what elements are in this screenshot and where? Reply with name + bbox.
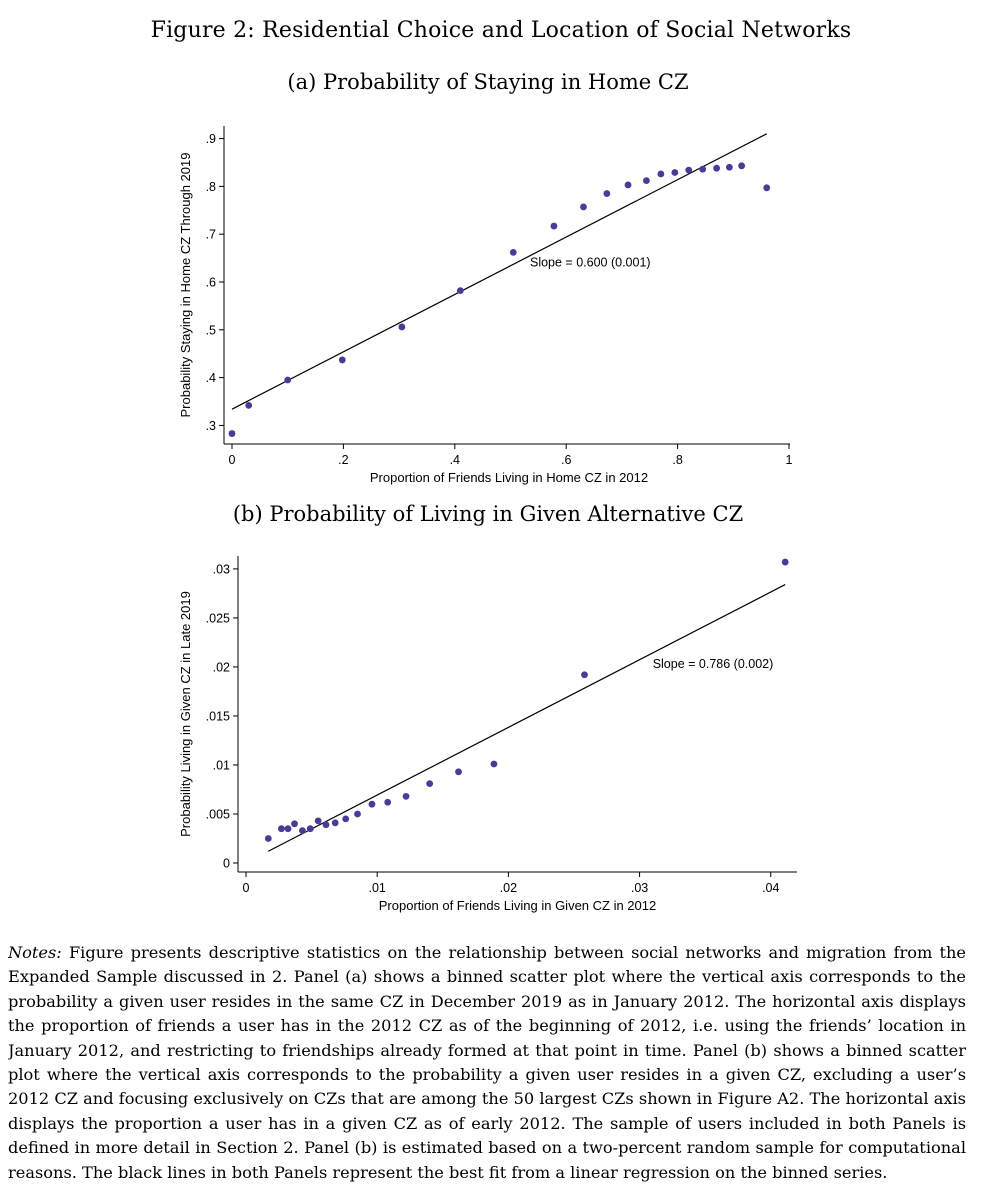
y-tick-label: .03 [212,562,230,577]
x-axis-title: Proportion of Friends Living in Given CZ in 2012 [378,898,657,913]
scatter-point [738,162,745,169]
y-axis-title: Probability Staying in Home CZ Through 2019 [178,152,193,418]
x-tick-label: .03 [630,881,649,895]
scatter-point [625,182,632,189]
y-tick-label: .02 [212,660,230,675]
slope-annotation: Slope = 0.786 (0.002) [652,656,774,671]
notes-label: Notes: [8,943,62,962]
x-tick-label: .04 [762,881,780,895]
scatter-point [323,821,330,828]
scatter-point [510,249,517,256]
y-tick-label: .3 [205,418,216,433]
figure-title: Figure 2: Residential Choice and Location of Social Networks [150,18,852,43]
scatter-point [384,799,391,806]
scatter-point [315,817,322,824]
y-tick-label: .005 [205,807,230,822]
y-tick-label: 0 [223,856,230,871]
x-tick-label: .4 [449,453,461,467]
figure-notes [8,941,966,1200]
x-tick-label: .6 [560,453,572,467]
x-tick-label: 0 [242,881,250,895]
scatter-point [342,815,349,822]
slope-annotation: Slope = 0.600 (0.001) [529,255,651,270]
x-tick-label: .02 [499,881,518,895]
scatter-point [643,177,650,184]
fit-line [232,134,767,409]
scatter-point [278,825,285,832]
scatter-point [229,430,236,437]
scatter-point [603,190,610,197]
scatter-point [307,825,314,832]
scatter-point [726,164,733,171]
scatter-point [657,171,664,178]
y-tick-label: .01 [212,758,230,773]
scatter-point [291,820,298,827]
scatter-point [699,166,706,173]
scatter-point [580,204,587,211]
scatter-point [671,169,678,176]
scatter-point [332,819,339,826]
notes-text: Figure presents descriptive statistics on the relationship between social networks and migration from the Expanded Sample discussed in 2. Panel (a) shows a binned scatter plot where the vertical axis corresponds to the probability a given user resides in the same CZ in December 2019 as in January 2012. The horizontal axis displays the proportion of friends a user has in the 2012 CZ as of the beginning of 2012, i.e. using the friends’ location in January 2012, and restricting to friendships already formed at that point in time. Panel (b) shows a binned scatter plot where the vertical axis corresponds to the probability a given user resides in a given CZ, excluding a user’s 2012 CZ and focusing exclusively on CZs that are among the 50 largest CZs shown in Figure A2. The horizontal axis displays the proportion a user has in a given CZ as of early 2012. The sample of users included in both Panels is defined in more detail in Section 2. Panel (b) is estimated based on a two-percent random sample for computational reasons. The black lines in both Panels represent the best fit from a linear regression on the binned series. [8,943,966,1182]
scatter-point [398,324,405,331]
panel-b-title: (b) Probability of Living in Given Alternative CZ [232,502,744,526]
scatter-point [369,801,376,808]
scatter-point [403,793,410,800]
y-tick-label: .025 [205,611,230,626]
y-tick-label: .8 [205,179,216,194]
y-tick-label: .5 [205,323,216,338]
scatter-point [339,357,346,364]
scatter-point [265,835,272,842]
y-tick-label: .015 [205,709,230,724]
fit-line [268,585,785,852]
y-tick-label: .6 [205,275,216,290]
x-tick-label: .2 [338,453,349,467]
scatter-point [354,811,361,818]
scatter-point [763,184,770,191]
scatter-point [284,377,291,384]
y-tick-label: .7 [205,227,216,242]
scatter-point [245,402,252,409]
chart-b [0,550,1002,920]
scatter-point [299,827,306,834]
scatter-point [426,780,433,787]
x-tick-label: .8 [672,453,683,467]
y-tick-label: .4 [205,371,216,386]
scatter-point [685,167,692,174]
scatter-point [491,761,498,768]
scatter-point [457,287,464,294]
x-axis-title: Proportion of Friends Living in Home CZ in 2012 [369,470,649,485]
scatter-point [713,165,720,172]
panel-a-title: (a) Probability of Staying in Home CZ [287,70,689,94]
chart-a [0,120,1002,495]
scatter-point [581,671,588,678]
scatter-point [455,768,462,775]
scatter-point [285,825,292,832]
x-tick-label: 0 [228,453,236,467]
y-tick-label: .9 [205,132,216,147]
scatter-point [551,223,558,230]
scatter-point [782,559,789,566]
x-tick-label: 1 [785,453,793,467]
y-axis-title: Probability Living in Given CZ in Late 2019 [178,591,193,837]
x-tick-label: .01 [368,881,386,895]
